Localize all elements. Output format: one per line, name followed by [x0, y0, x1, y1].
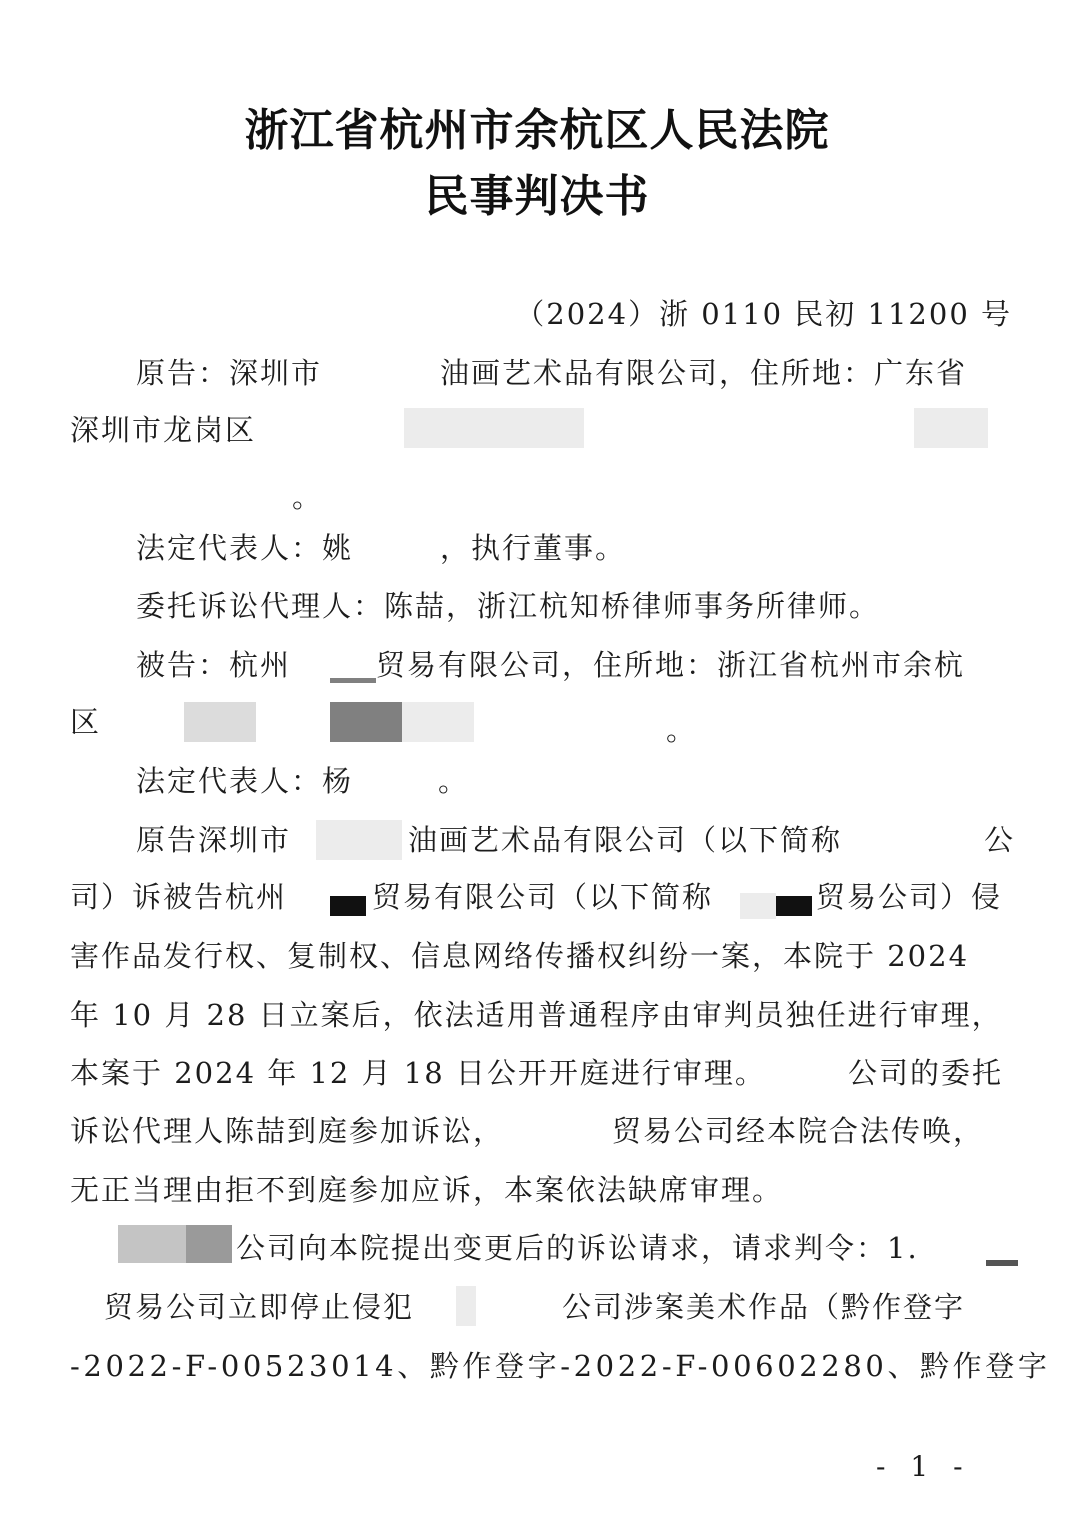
narrative-line: 害作品发行权、复制权、信息网络传播权纠纷一案，本院于 2024 — [70, 939, 970, 973]
redaction-block — [986, 1260, 1018, 1266]
defendant-label: 被告：杭州 — [136, 648, 292, 682]
narrative-line: 年 10 月 28 日立案后，依法适用普通程序由审判员独任进行审理， — [70, 998, 1003, 1032]
claims-line: -2022-F-00523014、黔作登字-2022-F-00602280、黔作登字 — [70, 1349, 1051, 1383]
redaction-block — [330, 896, 366, 916]
defendant-address-end: 。 — [666, 713, 698, 747]
plaintiff-address: 深圳市龙岗区 — [70, 413, 257, 447]
narrative-line: 司）诉被告杭州 — [70, 880, 288, 914]
plaintiff-rep-title: ，执行董事。 — [440, 531, 627, 565]
narrative-line: 无正当理由拒不到庭参加应诉，本案依法缺席审理。 — [70, 1173, 784, 1207]
document-type: 民事判决书 — [424, 171, 650, 222]
narrative-line: 原告深圳市 — [136, 823, 292, 857]
redaction-block — [914, 408, 988, 448]
defendant-address: 区 — [70, 705, 102, 739]
redaction-block — [404, 408, 584, 448]
redaction-block — [740, 893, 776, 919]
page-number: - 1 - — [876, 1450, 971, 1483]
claims-intro: 公司向本院提出变更后的诉讼请求，请求判令：1. — [236, 1231, 919, 1265]
redaction-block — [316, 820, 402, 860]
redaction-block — [456, 1286, 476, 1326]
court-name: 浙江省杭州市余杭区人民法院 — [244, 105, 830, 156]
narrative-line: 油画艺术品有限公司（以下简称 — [408, 823, 843, 857]
plaintiff-label: 原告：深圳市 — [136, 356, 323, 390]
claims-line: 贸易公司立即停止侵犯 — [104, 1290, 415, 1324]
redaction-block — [330, 678, 376, 683]
address-end: 。 — [292, 480, 324, 514]
narrative-line: 公 — [984, 823, 1016, 857]
defendant-rep-end: 。 — [438, 764, 470, 798]
redaction-block — [330, 702, 402, 742]
plaintiff-agent: 委托诉讼代理人：陈喆，浙江杭知桥律师事务所律师。 — [136, 589, 881, 623]
narrative-line: 贸易有限公司（以下简称 — [372, 880, 714, 914]
narrative-line: 诉讼代理人陈喆到庭参加诉讼， — [70, 1114, 505, 1148]
narrative-line: 公司的委托 — [848, 1056, 1004, 1090]
redaction-block — [776, 896, 812, 916]
redaction-block — [184, 702, 256, 742]
claims-line: 公司涉案美术作品（黔作登字 — [562, 1290, 966, 1324]
plaintiff-rep: 法定代表人：姚 — [136, 531, 354, 565]
narrative-line: 贸易公司经本院合法传唤， — [612, 1114, 985, 1148]
defendant-rep: 法定代表人：杨 — [136, 764, 354, 798]
narrative-line: 贸易公司）侵 — [816, 880, 1003, 914]
defendant-name-rest: 贸易有限公司，住所地：浙江省杭州市余杭 — [376, 648, 966, 682]
redaction-block — [186, 1225, 232, 1263]
case-number: （2024）浙 0110 民初 11200 号 — [515, 297, 1012, 331]
redaction-block — [118, 1225, 186, 1263]
narrative-line: 本案于 2024 年 12 月 18 日公开开庭进行审理。 — [70, 1056, 766, 1090]
plaintiff-name-rest: 油画艺术品有限公司，住所地：广东省 — [440, 356, 968, 390]
redaction-block — [402, 702, 474, 742]
